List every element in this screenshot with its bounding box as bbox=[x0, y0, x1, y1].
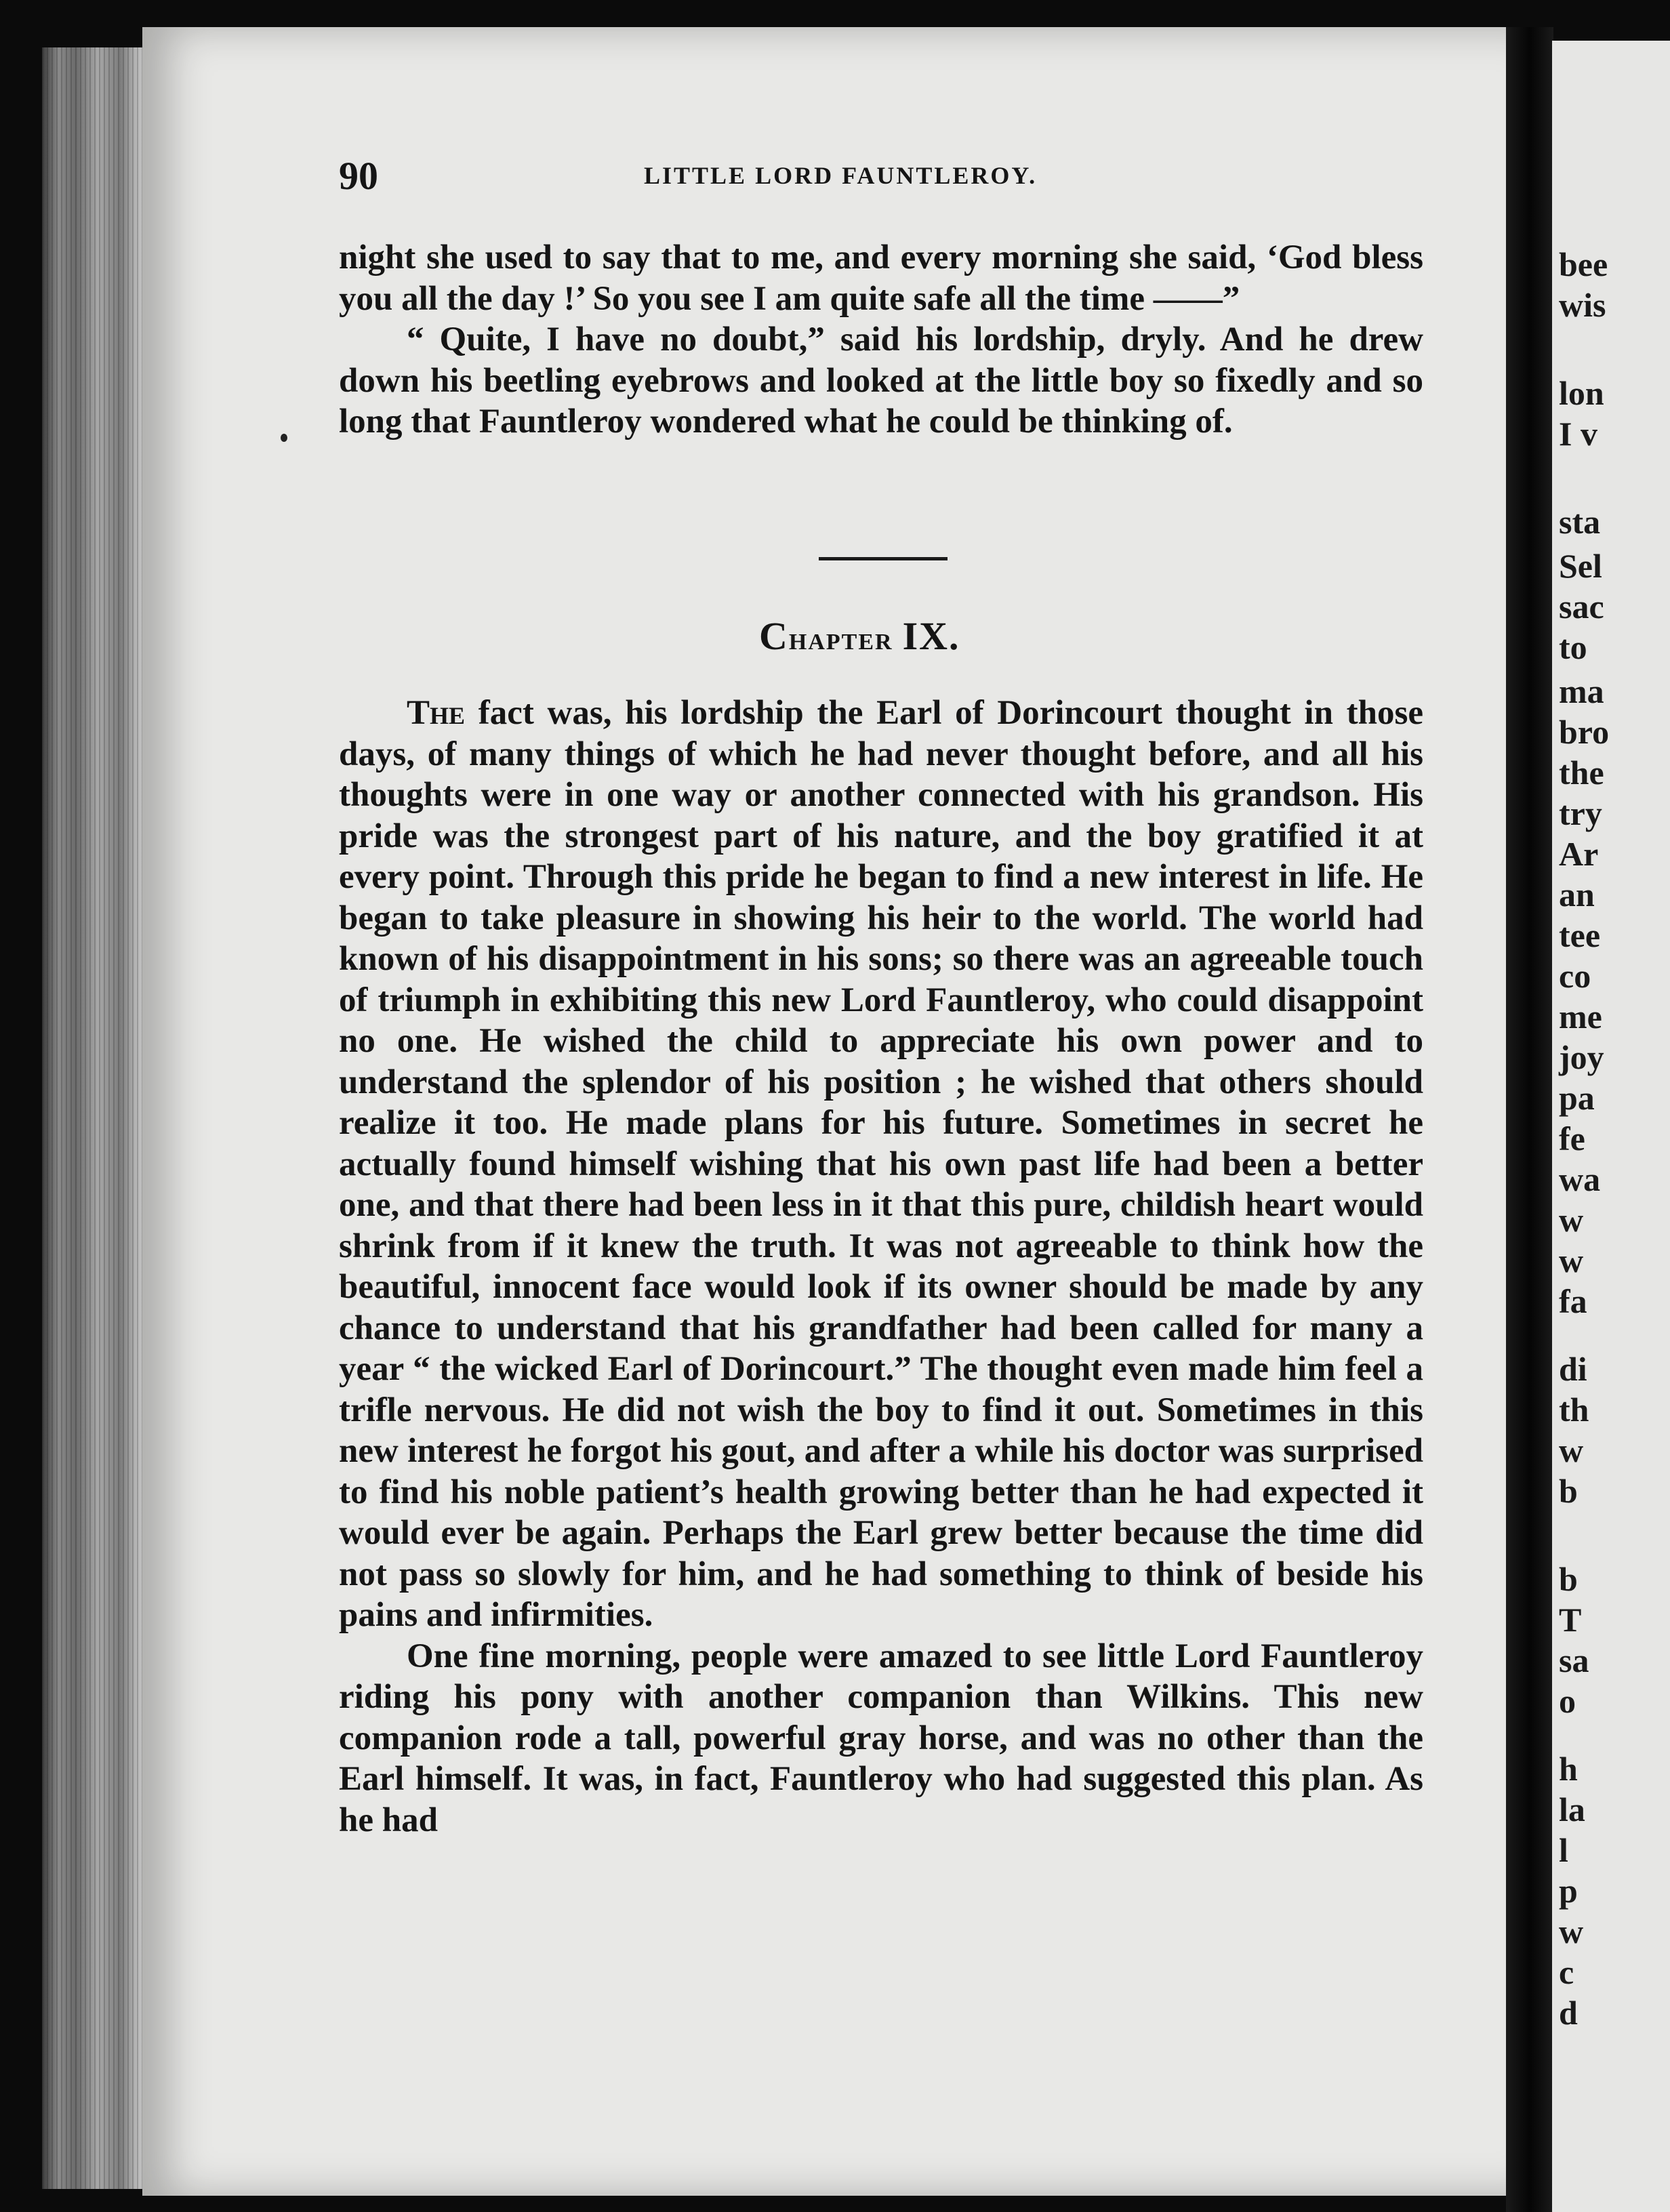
facing-page-fragment: an bbox=[1559, 876, 1595, 914]
paragraph-lead-word: The bbox=[407, 694, 466, 732]
facing-page-fragment: d bbox=[1559, 1994, 1578, 2032]
opening-text bbox=[339, 237, 1423, 443]
chapter-text bbox=[339, 693, 1423, 1841]
facing-page-fragment: fe bbox=[1559, 1120, 1585, 1158]
chapter-number: IX. bbox=[902, 614, 960, 658]
facing-page-fragment: bro bbox=[1559, 713, 1610, 751]
facing-page-fragment: w bbox=[1559, 1431, 1584, 1469]
facing-page-fragment: wis bbox=[1559, 286, 1606, 324]
facing-page-fragment: co bbox=[1559, 957, 1591, 995]
facing-page-fragment: l bbox=[1559, 1831, 1568, 1869]
facing-page-fragment: to bbox=[1559, 628, 1587, 666]
facing-page-fragment: lon bbox=[1559, 374, 1604, 412]
facing-page-fragment: fa bbox=[1559, 1282, 1587, 1320]
facing-page-fragment: T bbox=[1559, 1601, 1582, 1639]
facing-page-fragment: sta bbox=[1559, 503, 1601, 541]
facing-page-fragment: ma bbox=[1559, 672, 1604, 710]
facing-page-fragment: Sel bbox=[1559, 547, 1602, 585]
section-divider bbox=[819, 557, 948, 560]
book-gutter bbox=[1506, 27, 1553, 2212]
facing-page-fragment: w bbox=[1559, 1201, 1584, 1239]
paragraph-continuation: night she used to say that to me, and every morning she said, ‘God bless you all the day !’ So you see I am quite safe all the time ——” bbox=[339, 239, 1423, 318]
facing-page-fragment: h bbox=[1559, 1750, 1578, 1788]
ink-speck bbox=[281, 434, 287, 442]
paragraph-body: fact was, his lordship the Earl of Dorincourt thought in those days, of many things of which he had never thought before, and all his thoughts were in one way or another connected with his grandson. His pride was the strongest part of his nature, and the boy gratified it at every point. Through this pride he began to find a new interest in life. He began to take pleasure in showing his heir to the world. The world had known of his disappointment in his sons; so there was an agreeable touch of triumph in exhibiting this new Lord Fauntleroy, who could disappoint no one. He wished the child to appreciate his own power and to understand the splendor of his position ; he wished that others should realize it too. He made plans for his future. Sometimes in secret he actually found himself wishing that his own past life had been a better one, and that there had been less in it that this pure, childish heart would shrink from if it knew the truth. It was not agreeable to think how the beautiful, innocent face would look if its owner should be made by any chance to understand that his grandfather had been called for many a year “ the wicked Earl of Dorincourt.” The thought even made him feel a trifle nervous. He did not wish the boy to find it out. Sometimes in this new interest he forgot his gout, and after a while his doctor was surprised to find his noble patient’s health growing better than he had expected it would ever be again. Perhaps the Earl grew better because the time did not pass so slowly for him, and he had something to think of beside his pains and infirmities. bbox=[339, 694, 1423, 1634]
facing-page-fragment: w bbox=[1559, 1912, 1584, 1950]
paragraph-fine-morning: One fine morning, people were amazed to see little Lord Fauntleroy riding his pony with another companion than Wilkins. This new companion rode a tall, powerful gray horse, and was no other than the Earl himself. It was, in fact, Fauntleroy who had suggested this plan. As he had bbox=[339, 1637, 1423, 1839]
facing-page-fragment: th bbox=[1559, 1391, 1589, 1429]
facing-page-fragment: o bbox=[1559, 1682, 1576, 1720]
facing-page-fragment: the bbox=[1559, 754, 1604, 792]
facing-page-fragment: I v bbox=[1559, 415, 1597, 453]
chapter-initial: C bbox=[759, 614, 789, 658]
facing-page-fragment: w bbox=[1559, 1242, 1584, 1279]
running-title: LITTLE LORD FAUNTLEROY. bbox=[644, 162, 1038, 189]
page-edges bbox=[42, 47, 154, 2189]
page-header bbox=[339, 153, 1450, 201]
page-number: 90 bbox=[339, 154, 378, 198]
facing-page-fragment: di bbox=[1559, 1350, 1587, 1388]
facing-page-fragment: pa bbox=[1559, 1079, 1595, 1117]
paragraph-quite: “ Quite, I have no doubt,” said his lordship, dryly. And he drew down his beetling eyebrows and looked at the little boy so fixedly and so long that Fauntleroy wondered what he could be thinking of. bbox=[339, 321, 1423, 441]
facing-page-fragment: joy bbox=[1559, 1038, 1604, 1076]
facing-page-fragment: c bbox=[1559, 1953, 1574, 1991]
facing-page-fragment: b bbox=[1559, 1472, 1578, 1510]
facing-page-fragment: wa bbox=[1559, 1160, 1601, 1198]
paragraph-fact-was bbox=[339, 693, 1423, 1636]
facing-page bbox=[1552, 41, 1670, 2212]
facing-page-fragment: bee bbox=[1559, 245, 1608, 283]
facing-page-fragment: try bbox=[1559, 794, 1602, 832]
facing-page-fragment: p bbox=[1559, 1872, 1578, 1910]
facing-page-fragment: sa bbox=[1559, 1641, 1589, 1679]
chapter-word: hapter bbox=[788, 621, 893, 657]
facing-page-fragment: tee bbox=[1559, 916, 1601, 954]
facing-page-fragment: la bbox=[1559, 1790, 1585, 1828]
facing-page-fragment: Ar bbox=[1559, 835, 1599, 873]
chapter-heading bbox=[759, 613, 960, 659]
facing-page-fragment: me bbox=[1559, 998, 1602, 1036]
facing-page-fragment: b bbox=[1559, 1560, 1578, 1598]
facing-page-fragment: sac bbox=[1559, 588, 1604, 626]
